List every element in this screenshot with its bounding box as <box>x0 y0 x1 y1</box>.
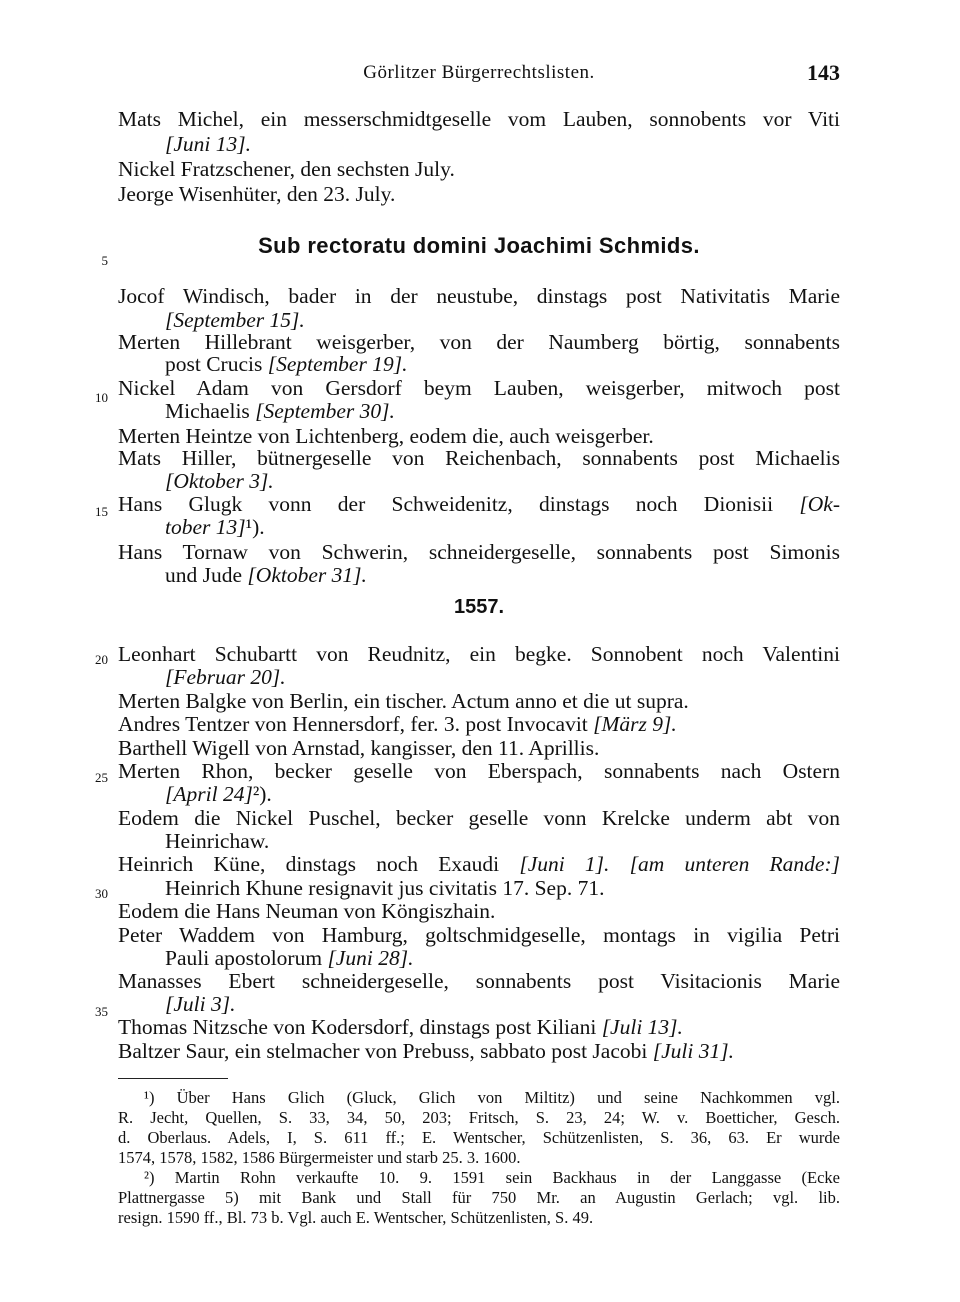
footnote-line: ¹) Über Hans Glich (Gluck, Glich von Miltitz) und seine Nachkommen vgl. <box>144 1088 840 1107</box>
entry-line: [Oktober 3]. <box>165 469 274 493</box>
page-header <box>118 62 840 90</box>
entry-line: Heinrichaw. <box>165 829 270 853</box>
footnote-line: d. Oberlaus. Adels, I, S. 611 ff.; E. Wentscher, Schützenlisten, S. 36, 63. Er wurde <box>118 1128 840 1147</box>
entry-line: [September 15]. <box>165 308 305 332</box>
entry-line: tober 13]¹). <box>165 515 265 539</box>
entry-line: [Juni 13]. <box>165 132 251 156</box>
entry-line: Michaelis [September 30]. <box>165 399 395 423</box>
line-number: 30 <box>95 886 108 901</box>
entry-line: Heinrich Khune resignavit jus civitatis 17. Sep. 71. <box>165 876 605 900</box>
entry-line: Pauli apostolorum [Juni 28]. <box>165 946 414 970</box>
entry-line: [Februar 20]. <box>165 665 286 689</box>
year-heading: 1557. <box>453 596 505 618</box>
footnote-line: ²) Martin Rohn verkaufte 10. 9. 1591 sein Backhaus in der Langgasse (Ecke <box>144 1168 840 1187</box>
entry-line: Jeorge Wisenhüter, den 23. July. <box>118 182 396 206</box>
entry-line: Peter Waddem von Hamburg, goltschmidgeselle, montags in vigilia Petri <box>118 923 840 947</box>
running-title: Görlitzer Bürgerrechtslisten. <box>363 62 595 83</box>
entry-line: Manasses Ebert schneidergeselle, sonnabents post Visitacionis Marie <box>118 969 840 993</box>
entry-line: Andres Tentzer von Hennersdorf, fer. 3. post Invocavit [März 9]. <box>118 712 677 736</box>
entry-line: Nickel Adam von Gersdorf beym Lauben, weisgerber, mitwoch post <box>118 376 840 400</box>
entry-line: Baltzer Saur, ein stelmacher von Prebuss, sabbato post Jacobi [Juli 31]. <box>118 1039 734 1063</box>
entry-line: Jocof Windisch, bader in der neustube, dinstags post Nativitatis Marie <box>118 284 840 308</box>
footnote-line: 1574, 1578, 1582, 1586 Bürgermeister und starb 25. 3. 1600. <box>118 1148 521 1167</box>
entry-line: Hans Glugk vonn der Schweidenitz, dinstags noch Dionisii [Ok- <box>118 492 840 516</box>
entry-line: Nickel Fratzschener, den sechsten July. <box>118 157 455 181</box>
entry-line: Heinrich Küne, dinstags noch Exaudi [Juni 1]. [am unteren Rande:] <box>118 852 840 876</box>
line-number: 35 <box>95 1004 108 1019</box>
entry-line: Merten Heintze von Lichtenberg, eodem die, auch weisgerber. <box>118 424 654 448</box>
entry-line: und Jude [Oktober 31]. <box>165 563 367 587</box>
line-number: 10 <box>95 390 108 405</box>
entry-line: Hans Tornaw von Schwerin, schneidergeselle, sonnabents post Simonis <box>118 540 840 564</box>
entry-line: Mats Hiller, bütnergeselle von Reichenbach, sonnabents post Michaelis <box>118 446 840 470</box>
entry-line: Mats Michel, ein messerschmidtgeselle vom Lauben, sonnobents vor Viti <box>118 107 840 131</box>
entry-line: Eodem die Nickel Puschel, becker geselle vonn Krelcke underm abt von <box>118 806 840 830</box>
entry-line: Merten Rhon, becker geselle von Eberspach, sonnabents nach Ostern <box>118 759 840 783</box>
section-heading: Sub rectoratu domini Joachimi Schmids. <box>258 233 700 258</box>
entry-line: Barthell Wigell von Arnstad, kangisser, den 11. Aprillis. <box>118 736 600 760</box>
footnote-line: R. Jecht, Quellen, S. 33, 34, 50, 203; Fritsch, S. 23, 24; W. v. Boetticher, Gesch. <box>118 1108 840 1127</box>
entry-line: post Crucis [September 19]. <box>165 352 408 376</box>
line-number: 20 <box>95 652 108 667</box>
line-number: 25 <box>95 770 108 785</box>
footnote-line: resign. 1590 ff., Bl. 73 b. Vgl. auch E. Wentscher, Schützenlisten, S. 49. <box>118 1208 594 1227</box>
entry-line: [April 24]²). <box>165 782 272 806</box>
entry-line: Thomas Nitzsche von Kodersdorf, dinstags post Kiliani [Juli 13]. <box>118 1015 683 1039</box>
entry-line: Merten Hillebrant weisgerber, von der Naumberg börtig, sonnabents <box>118 330 840 354</box>
line-number: 15 <box>95 504 108 519</box>
footnote-rule <box>118 1078 228 1079</box>
footnote-line: Plattnergasse 5) mit Bank und Stall für 750 Mr. an Augustin Gerlach; vgl. lib. <box>118 1188 840 1207</box>
line-number: 5 <box>101 253 108 268</box>
entry-line: Merten Balgke von Berlin, ein tischer. Actum anno et die ut supra. <box>118 689 689 713</box>
entry-line: Leonhart Schubartt von Reudnitz, ein begke. Sonnobent noch Valentini <box>118 642 840 666</box>
entry-line: [Juli 3]. <box>165 992 236 1016</box>
page-number: 143 <box>807 60 840 85</box>
entry-line: Eodem die Hans Neuman von Köngiszhain. <box>118 899 496 923</box>
